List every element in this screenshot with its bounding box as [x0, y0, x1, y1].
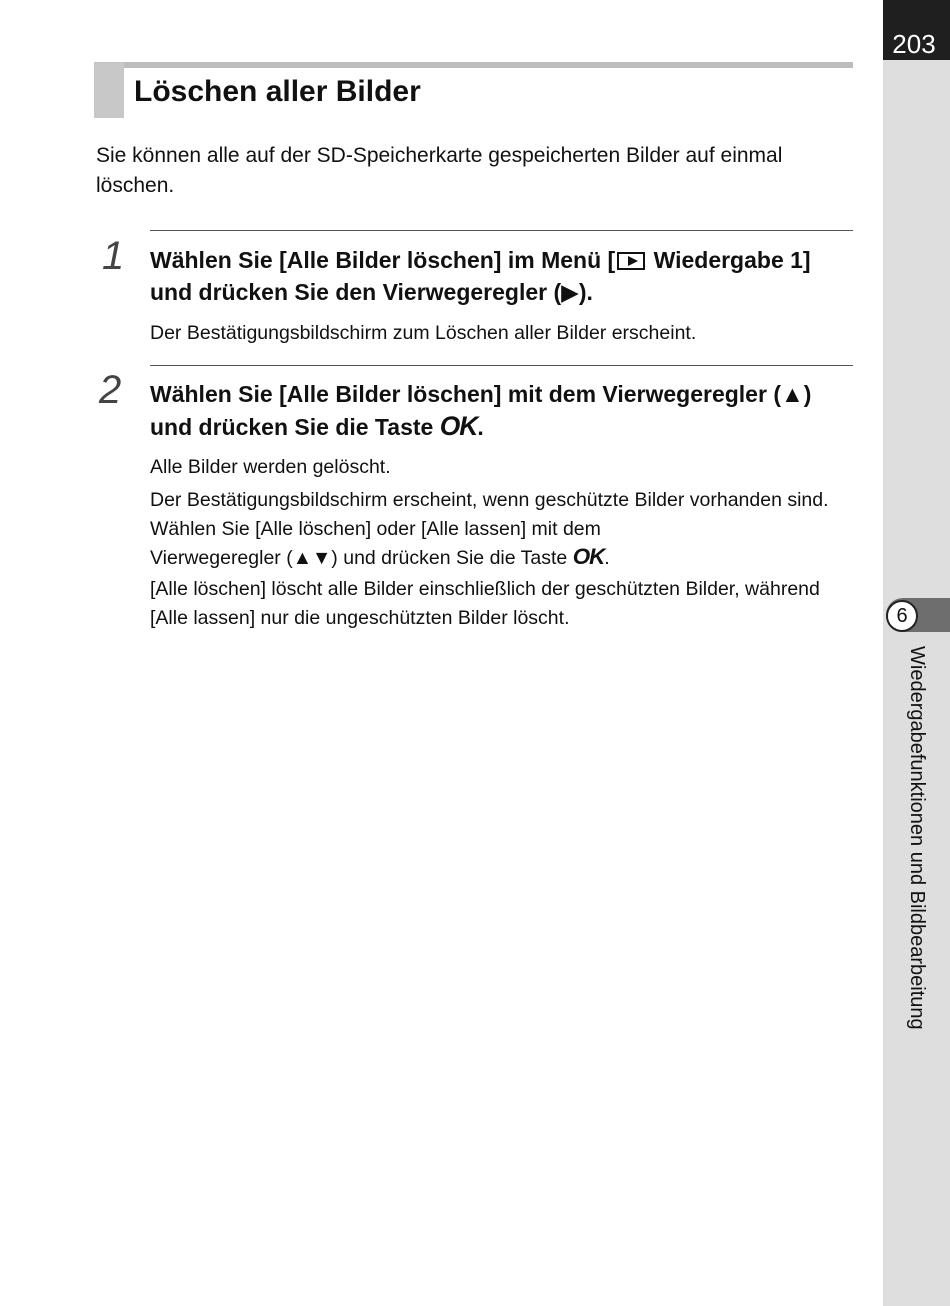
page-number: 203 [892, 29, 936, 59]
step-description-text: Der Bestätigungsbildschirm erscheint, wenn geschützte Bilder vorhanden sind. Wählen Sie [Alle löschen] oder [Alle lassen] mit dem [150, 489, 829, 540]
step-divider [150, 230, 853, 231]
step-number: 2 [99, 368, 122, 412]
chapter-title: Wiedergabefunktionen und Bildbearbeitung [906, 646, 928, 1030]
step-heading [150, 378, 855, 443]
intro-text: Sie können alle auf der SD-Speicherkarte gespeicherten Bilder auf einmal löschen. [96, 144, 783, 197]
playback-icon [617, 252, 645, 270]
step-description [150, 486, 855, 573]
step-heading-text: Wählen Sie [Alle Bilder löschen] im Menü [ [150, 247, 616, 273]
step-description: Alle Bilder werden gelöscht. [150, 456, 391, 478]
step-heading-text: Wiedergabe 1] [647, 247, 811, 273]
ok-button-icon: OK [572, 544, 605, 569]
step-heading-text: und drücken Sie den Vierwegeregler (▶). [150, 279, 593, 305]
page-title: Löschen aller Bilder [134, 75, 421, 108]
step-description-text: . [604, 547, 610, 569]
step-divider [150, 365, 853, 366]
step-heading-text: . [477, 414, 484, 440]
step-description: [Alle löschen] löscht alle Bilder einschließlich der geschützten Bilder, während [Alle lassen] nur die ungeschützten Bilder löscht. [150, 578, 820, 629]
title-marker [94, 62, 124, 118]
step-heading-text: und drücken Sie die Taste [150, 414, 440, 440]
step-description: Der Bestätigungsbildschirm zum Löschen aller Bilder erscheint. [150, 322, 697, 344]
step-heading-text: Wählen Sie [Alle Bilder löschen] mit dem Vierwegeregler (▲) [150, 381, 812, 407]
title-rule [94, 62, 853, 68]
ok-button-icon: OK [439, 411, 478, 441]
step-description-text: Vierwegeregler (▲▼) und drücken Sie die Taste [150, 547, 573, 569]
step-number: 1 [102, 234, 125, 278]
chapter-number: 6 [886, 600, 918, 632]
step-heading [150, 244, 855, 308]
